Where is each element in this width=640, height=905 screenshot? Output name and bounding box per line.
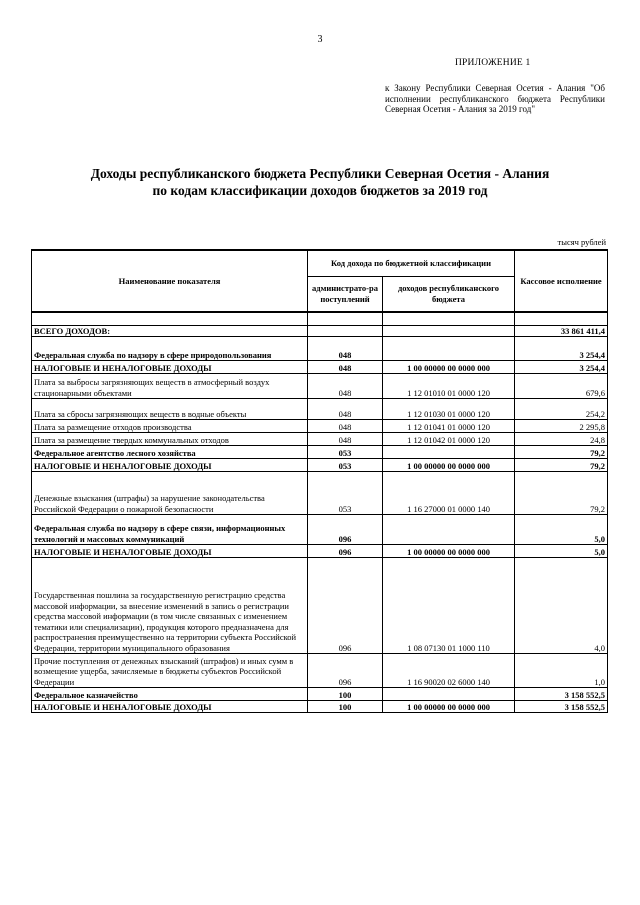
row-name: НАЛОГОВЫЕ И НЕНАЛОГОВЫЕ ДОХОДЫ xyxy=(32,361,308,374)
row-admin-code: 096 xyxy=(308,654,383,688)
header-code-group: Код дохода по бюджетной классификации xyxy=(308,250,515,276)
table-row xyxy=(32,701,608,713)
row-name: Плата за размещение твердых коммунальных отходов xyxy=(32,433,308,446)
row-amount: 79,2 xyxy=(515,459,608,472)
header-name: Наименование показателя xyxy=(32,250,308,312)
document-title xyxy=(0,165,640,199)
row-amount: 254,2 xyxy=(515,399,608,420)
row-revenue-code: 1 16 90020 02 6000 140 xyxy=(383,654,515,688)
table-row xyxy=(32,361,608,374)
header-revenue: доходов республиканского бюджета xyxy=(383,276,515,312)
row-revenue-code xyxy=(383,688,515,701)
row-amount: 5,0 xyxy=(515,515,608,545)
row-revenue-code: 1 00 00000 00 0000 000 xyxy=(383,701,515,713)
row-revenue-code xyxy=(383,325,515,337)
table-row xyxy=(32,545,608,558)
row-revenue-code: 1 00 00000 00 0000 000 xyxy=(383,361,515,374)
row-amount: 3 158 552,5 xyxy=(515,688,608,701)
table-row xyxy=(32,433,608,446)
row-name: Плата за выбросы загрязняющих веществ в атмосферный воздух стационарными объектами xyxy=(32,374,308,399)
row-name: ВСЕГО ДОХОДОВ: xyxy=(32,325,308,337)
header-admin: администрато-ра поступлений xyxy=(308,276,383,312)
table-body xyxy=(32,325,608,713)
row-amount: 3 158 552,5 xyxy=(515,701,608,713)
row-amount: 33 861 411,4 xyxy=(515,325,608,337)
row-amount: 79,2 xyxy=(515,446,608,459)
row-name: НАЛОГОВЫЕ И НЕНАЛОГОВЫЕ ДОХОДЫ xyxy=(32,459,308,472)
row-name: Федеральная служба по надзору в сфере природопользования xyxy=(32,337,308,361)
row-revenue-code xyxy=(383,337,515,361)
row-name: Прочие поступления от денежных взысканий (штрафов) и иных сумм в возмещение ущерба, зачисляемые в бюджеты субъектов Российской Федерации xyxy=(32,654,308,688)
table-row xyxy=(32,459,608,472)
table-row xyxy=(32,374,608,399)
row-amount: 3 254,4 xyxy=(515,337,608,361)
row-admin-code: 096 xyxy=(308,545,383,558)
row-revenue-code xyxy=(383,515,515,545)
row-admin-code: 048 xyxy=(308,361,383,374)
title-line-2: по кодам классификации доходов бюджетов за 2019 год xyxy=(152,183,488,198)
row-name: Плата за сбросы загрязняющих веществ в водные объекты xyxy=(32,399,308,420)
row-name: Федеральная служба по надзору в сфере связи, информационных технологий и массовых коммуникаций xyxy=(32,515,308,545)
unit-label: тысяч рублей xyxy=(557,237,606,247)
table-row xyxy=(32,420,608,433)
row-name: НАЛОГОВЫЕ И НЕНАЛОГОВЫЕ ДОХОДЫ xyxy=(32,545,308,558)
title-line-1: Доходы республиканского бюджета Республики Северная Осетия - Алания xyxy=(90,166,550,181)
row-admin-code: 053 xyxy=(308,472,383,515)
row-revenue-code: 1 12 01030 01 0000 120 xyxy=(383,399,515,420)
table-row xyxy=(32,688,608,701)
law-reference: к Закону Республики Северная Осетия - Алания "Об исполнении республиканского бюджета Республики Северная Осетия - Алания за 2019 год" xyxy=(385,83,605,114)
table-row xyxy=(32,337,608,361)
table-row xyxy=(32,325,608,337)
table-row xyxy=(32,654,608,688)
row-admin-code: 048 xyxy=(308,374,383,399)
row-admin-code: 100 xyxy=(308,701,383,713)
row-admin-code: 048 xyxy=(308,420,383,433)
table-row xyxy=(32,515,608,545)
row-amount: 2 295,8 xyxy=(515,420,608,433)
row-amount: 1,0 xyxy=(515,654,608,688)
row-revenue-code: 1 00 00000 00 0000 000 xyxy=(383,459,515,472)
row-revenue-code: 1 12 01041 01 0000 120 xyxy=(383,420,515,433)
row-revenue-code xyxy=(383,446,515,459)
row-admin-code: 100 xyxy=(308,688,383,701)
table-row xyxy=(32,472,608,515)
table-row xyxy=(32,446,608,459)
row-revenue-code: 1 08 07130 01 1000 110 xyxy=(383,558,515,654)
row-admin-code: 096 xyxy=(308,515,383,545)
row-name: Плата за размещение отходов производства xyxy=(32,420,308,433)
row-name: НАЛОГОВЫЕ И НЕНАЛОГОВЫЕ ДОХОДЫ xyxy=(32,701,308,713)
row-name: Государственная пошлина за государственную регистрацию средства массовой информации, за внесение изменений в запись о регистрации средства массовой информации (в том числе связанных с изменением тематики или специализации), продукция которого предназначена для распространения преимущественно на территории субъекта Российской Федерации, территории муниципального образования xyxy=(32,558,308,654)
row-admin-code: 096 xyxy=(308,558,383,654)
row-admin-code xyxy=(308,325,383,337)
row-amount: 679,6 xyxy=(515,374,608,399)
row-revenue-code: 1 12 01042 01 0000 120 xyxy=(383,433,515,446)
row-admin-code: 048 xyxy=(308,399,383,420)
row-name: Федеральное агентство лесного хозяйства xyxy=(32,446,308,459)
row-amount: 5,0 xyxy=(515,545,608,558)
table-row xyxy=(32,399,608,420)
appendix-label: ПРИЛОЖЕНИЕ 1 xyxy=(455,58,531,68)
row-amount: 24,8 xyxy=(515,433,608,446)
row-amount: 79,2 xyxy=(515,472,608,515)
header-cash: Кассовое исполнение xyxy=(515,250,608,312)
row-amount: 3 254,4 xyxy=(515,361,608,374)
page-number: 3 xyxy=(317,34,323,45)
revenue-table xyxy=(31,249,608,713)
row-admin-code: 053 xyxy=(308,446,383,459)
row-admin-code: 048 xyxy=(308,433,383,446)
row-revenue-code: 1 12 01010 01 0000 120 xyxy=(383,374,515,399)
row-admin-code: 053 xyxy=(308,459,383,472)
row-name: Федеральное казначейство xyxy=(32,688,308,701)
row-admin-code: 048 xyxy=(308,337,383,361)
table-row xyxy=(32,558,608,654)
row-name: Денежные взыскания (штрафы) за нарушение законодательства Российской Федерации о пожарной безопасности xyxy=(32,472,308,515)
row-amount: 4,0 xyxy=(515,558,608,654)
row-revenue-code: 1 00 00000 00 0000 000 xyxy=(383,545,515,558)
row-revenue-code: 1 16 27000 01 0000 140 xyxy=(383,472,515,515)
